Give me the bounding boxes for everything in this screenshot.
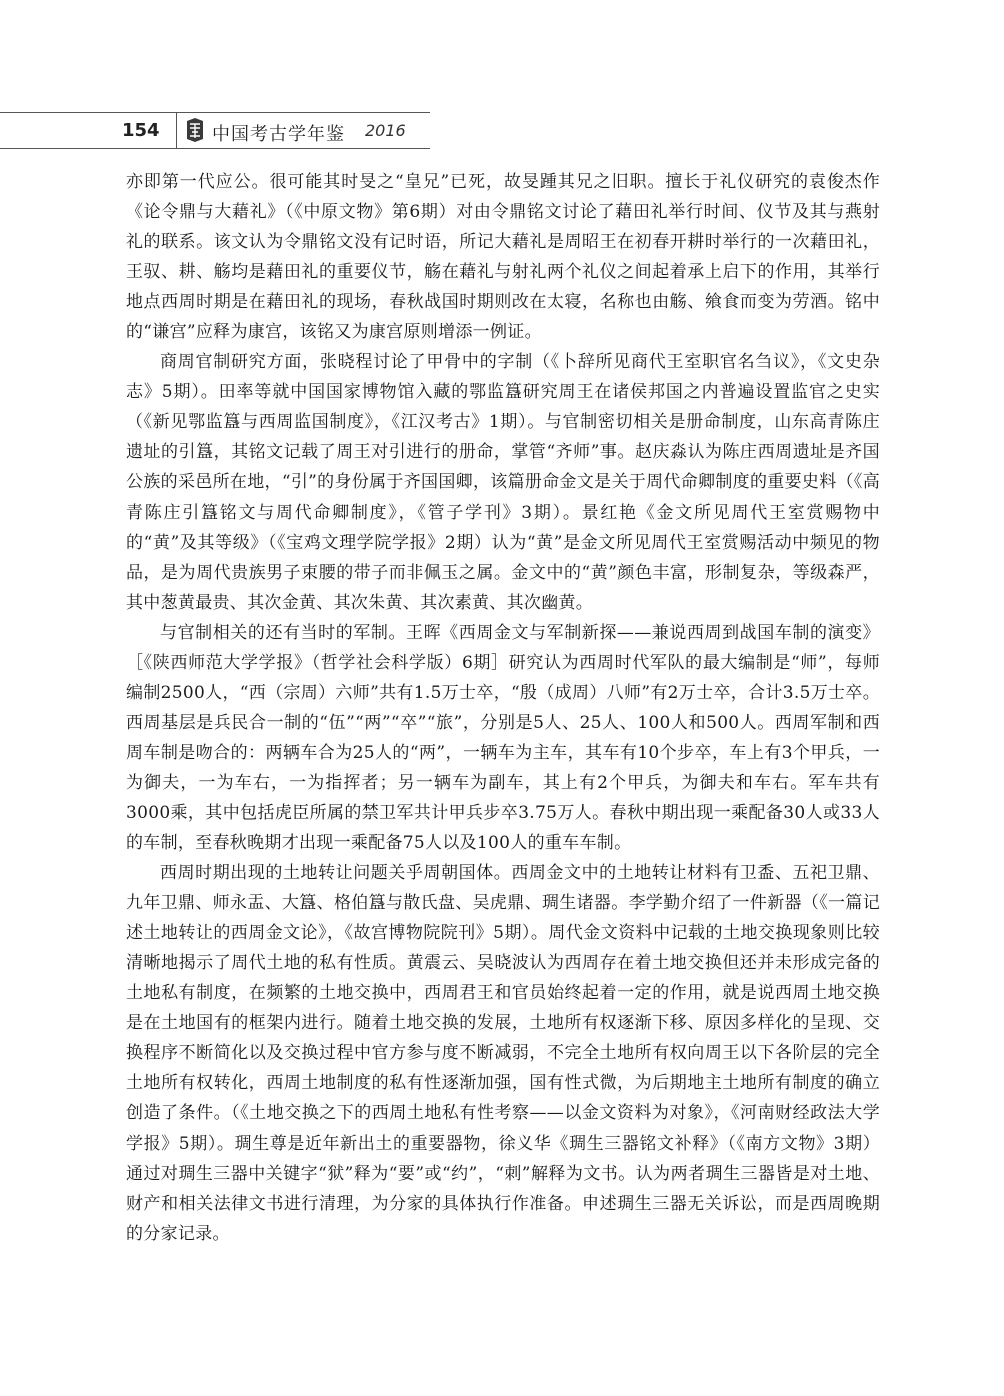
paragraph-1: 亦即第一代应公。很可能其时旻之“皇兄”已死，故旻踵其兄之旧职。擅长于礼仪研究的袁俊杰作《论令鼎与大藉礼》（《中原文物》第6期）对由令鼎铭文讨论了藉田礼举行时间、仪节及其与燕射礼的联系。该文认为令鼎铭文没有记时语，所记大藉礼是周昭王在初春开耕时举行的一次藉田礼，王驭、耕、觞均是藉田礼的重要仪节，觞在藉礼与射礼两个礼仪之间起着承上启下的作用，其举行地点西周时期是在藉田礼的现场，春秋战国时期则改在太寝，名称也由觞、飨食而变为劳酒。铭中的“谦宫”应释为康宫，该铭又为康宫原则增添一例证。 bbox=[126, 172, 880, 343]
book-title: 中国考古学年鉴 bbox=[212, 124, 345, 145]
paragraph-3: 与官制相关的还有当时的军制。王晖《西周金文与军制新探——兼说西周到战国车制的演变》［《陕西师范大学学报》（哲学社会科学版）6期］研究认为西周时代军队的最大编制是“师”，每师编制2500人，“西（宗周）六师”共有1.5万士卒，“殷（成周）八师”有2万士卒，合计3.5万士卒。西周基层是兵民合一制的“伍”“两”“卒”“旅”，分别是5人、25人、100人和500人。西周军制和西周车制是吻合的：两辆车合为25人的“两”，一辆车为主车，其车有10个步卒，车上有3个甲兵，一为御夫，一为车右，一为指挥者；另一辆车为副车，其上有2个甲兵，为御夫和车右。军车共有3000乘，其中包括虎臣所属的禁卫军共计甲兵步卒3.75万人。春秋中期出现一乘配备30人或33人的车制，至春秋晚期才出现一乘配备75人以及100人的重车车制。 bbox=[126, 622, 880, 854]
body-text bbox=[126, 167, 880, 1249]
header-rule-top bbox=[0, 112, 430, 113]
header-separator bbox=[176, 112, 177, 148]
page-number: 154 bbox=[122, 120, 160, 141]
paragraph-4: 西周时期出现的土地转让问题关乎周朝国体。西周金文中的土地转让材料有卫盉、五祀卫鼎、九年卫鼎、师永盂、大簋、格伯簋与散氏盘、吴虎鼎、琱生诸器。李学勤介绍了一件新器（《一篇记述土地转让的西周金文论》，《故宫博物院院刊》5期）。周代金文资料中记载的土地交换现象则比较清晰地揭示了周代土地的私有性质。黄震云、吴晓波认为西周存在着土地交换但还并未形成完备的土地私有制度，在频繁的土地交换中，西周君王和官员始终起着一定的作用，就是说西周土地交换是在土地国有的框架内进行。随着土地交换的发展，土地所有权逐渐下移、原因多样化的呈现、交换程序不断简化以及交换过程中官方参与度不断减弱，不完全土地所有权向周王以下各阶层的完全土地所有权转化，西周土地制度的私有性逐渐加强，国有性式微，为后期地主土地所有制度的确立创造了条件。（《土地交换之下的西周土地私有性考察——以金文资料为对象》，《河南财经政法大学学报》5期）。琱生尊是近年新出土的重要器物，徐义华《琱生三器铭文补释》（《南方文物》3期）通过对琱生三器中关键字“狱”释为“要”或“约”，“刺”解释为文书。认为两者琱生三器皆是对土地、财产和相关法律文书进行清理，为分家的具体执行作准备。申述琱生三器无关诉讼，而是西周晚期的分家记录。 bbox=[126, 863, 880, 1244]
book-year: 2016 bbox=[365, 121, 406, 140]
header-rule-bottom bbox=[0, 148, 430, 149]
running-header bbox=[0, 112, 430, 152]
paragraph-2: 商周官制研究方面，张晓程讨论了甲骨中的字制（《卜辞所见商代王室职官名刍议》，《文史杂志》5期）。田率等就中国国家博物馆入藏的鄂监簋研究周王在诸侯邦国之内普遍设置监官之史实（《新见鄂监簋与西周监国制度》，《江汉考古》1期）。与官制密切相关是册命制度，山东高青陈庄遗址的引簋，其铭文记载了周王对引进行的册命，掌管“齐师”事。赵庆淼认为陈庄西周遗址是齐国公族的采邑所在地，“引”的身份属于齐国国卿，该篇册命金文是关于周代命卿制度的重要史料（《高青陈庄引簋铭文与周代命卿制度》，《管子学刊》3期）。景红艳《金文所见周代王室赏赐物中的“黄”及其等级》（《宝鸡文理学院学报》2期）认为“黄”是金文所见周代王室赏赐活动中频见的物品，是为周代贵族男子束腰的带子而非佩玉之属。金文中的“黄”颜色丰富，形制复杂，等级森严，其中葱黄最贵、其次金黄、其次朱黄、其次素黄、其次幽黄。 bbox=[126, 352, 880, 613]
book-seal-icon bbox=[184, 117, 206, 143]
